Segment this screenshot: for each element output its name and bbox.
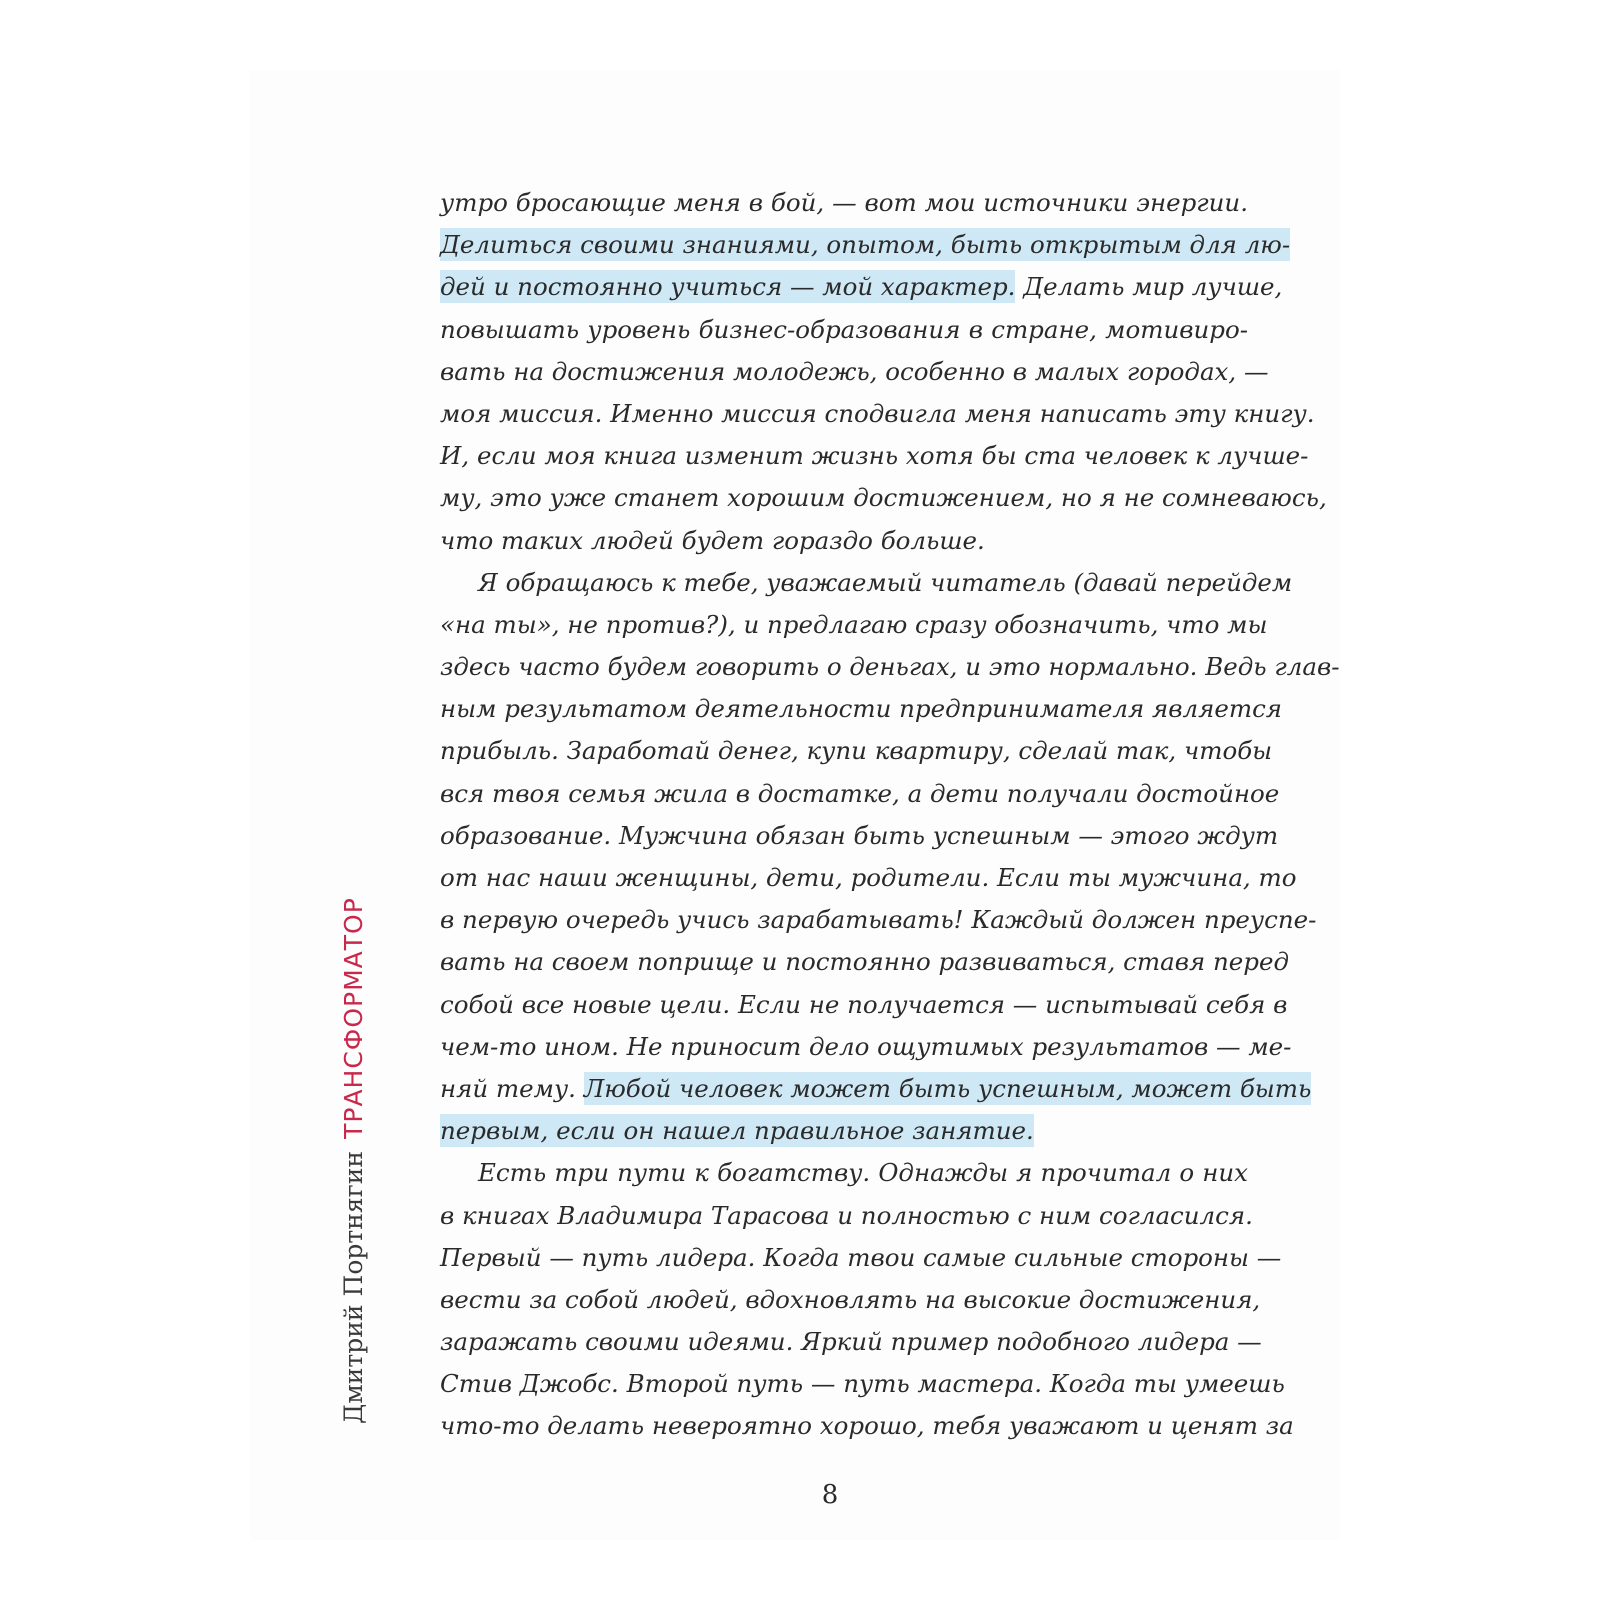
text-line: «на ты», не против?), и предлагаю сразу обозначить, что мы	[440, 609, 1268, 639]
text-line: Есть три пути к богатству. Однажды я прочитал о них	[478, 1158, 1248, 1188]
text-line: Стив Джобс. Второй путь — путь мастера. Когда ты умеешь	[440, 1369, 1285, 1399]
text-line: ным результатом деятельности предпринимателя является	[440, 694, 1283, 724]
text-line: моя миссия. Именно миссия сподвигла меня написать эту книгу.	[440, 398, 1315, 428]
text-line: дей и постоянно учиться — мой характер. Делать мир лучше,	[440, 272, 1283, 302]
text-line: повышать уровень бизнес-образования в стране, мотивиро-	[440, 314, 1248, 344]
book-title: ТРАНСФОРМАТОР	[339, 897, 368, 1139]
text-line: прибыль. Заработай денег, купи квартиру, сделай так, чтобы	[440, 736, 1273, 766]
text-line: в книгах Владимира Тарасова и полностью с ним согласился.	[440, 1200, 1253, 1230]
highlighted-text: дей и постоянно учиться — мой характер.	[440, 272, 1016, 302]
text-line: вать на своем поприще и постоянно развиваться, ставя перед	[440, 947, 1289, 977]
text-line: заражать своими идеями. Яркий пример подобного лидера —	[440, 1327, 1262, 1357]
text-line: Я обращаюсь к тебе, уважаемый читатель (давай перейдем	[478, 567, 1293, 597]
text-line: в первую очередь учись зарабатывать! Каждый должен преуспе-	[440, 905, 1317, 935]
text-line: образование. Мужчина обязан быть успешным — этого ждут	[440, 820, 1279, 850]
author-name: Дмитрий Портнягин	[339, 1150, 368, 1424]
text-line	[440, 1110, 1248, 1152]
text-line	[440, 224, 1291, 266]
text-line: И, если моя книга изменит жизнь хотя бы ста человек к лучше-	[440, 441, 1309, 471]
body-text	[440, 182, 1340, 1448]
text-line: что-то делать невероятно хорошо, тебя уважают и ценят за	[440, 1411, 1294, 1441]
text-line: что таких людей будет гораздо больше.	[440, 525, 985, 555]
text-line: вся твоя семья жила в достатке, а дети получали достойное	[440, 778, 1280, 808]
text-line: вать на достижения молодежь, особенно в малых городах, —	[440, 356, 1269, 386]
text-line: чем-то ином. Не приносит дело ощутимых результатов — ме-	[440, 1031, 1292, 1061]
text-line: вести за собой людей, вдохновлять на высокие достижения,	[440, 1284, 1261, 1314]
text-line: собой все новые цели. Если не получается — испытывай себя в	[440, 989, 1288, 1019]
text-line: здесь часто будем говорить о деньгах, и это нормально. Ведь глав-	[440, 652, 1340, 682]
text-line: му, это уже станет хорошим достижением, но я не сомневаюсь,	[440, 483, 1327, 513]
highlighted-text: Любой человек может быть успешным, может быть	[583, 1073, 1312, 1103]
running-header	[339, 864, 369, 1424]
page-number: 8	[821, 1480, 839, 1510]
text-line: няй тему. Любой человек может быть успешным, может быть	[440, 1073, 1312, 1103]
highlighted-text: первым, если он нашел правильное занятие.	[440, 1116, 1034, 1146]
text-line: от нас наши женщины, дети, родители. Если ты мужчина, то	[440, 863, 1297, 892]
highlighted-text: Делиться своими знаниями, опытом, быть открытым для лю-	[440, 230, 1291, 260]
text-line: Первый — путь лидера. Когда твои самые сильные стороны —	[440, 1242, 1282, 1272]
text-line: утро бросающие меня в бой, — вот мои источники энергии.	[440, 188, 1248, 217]
